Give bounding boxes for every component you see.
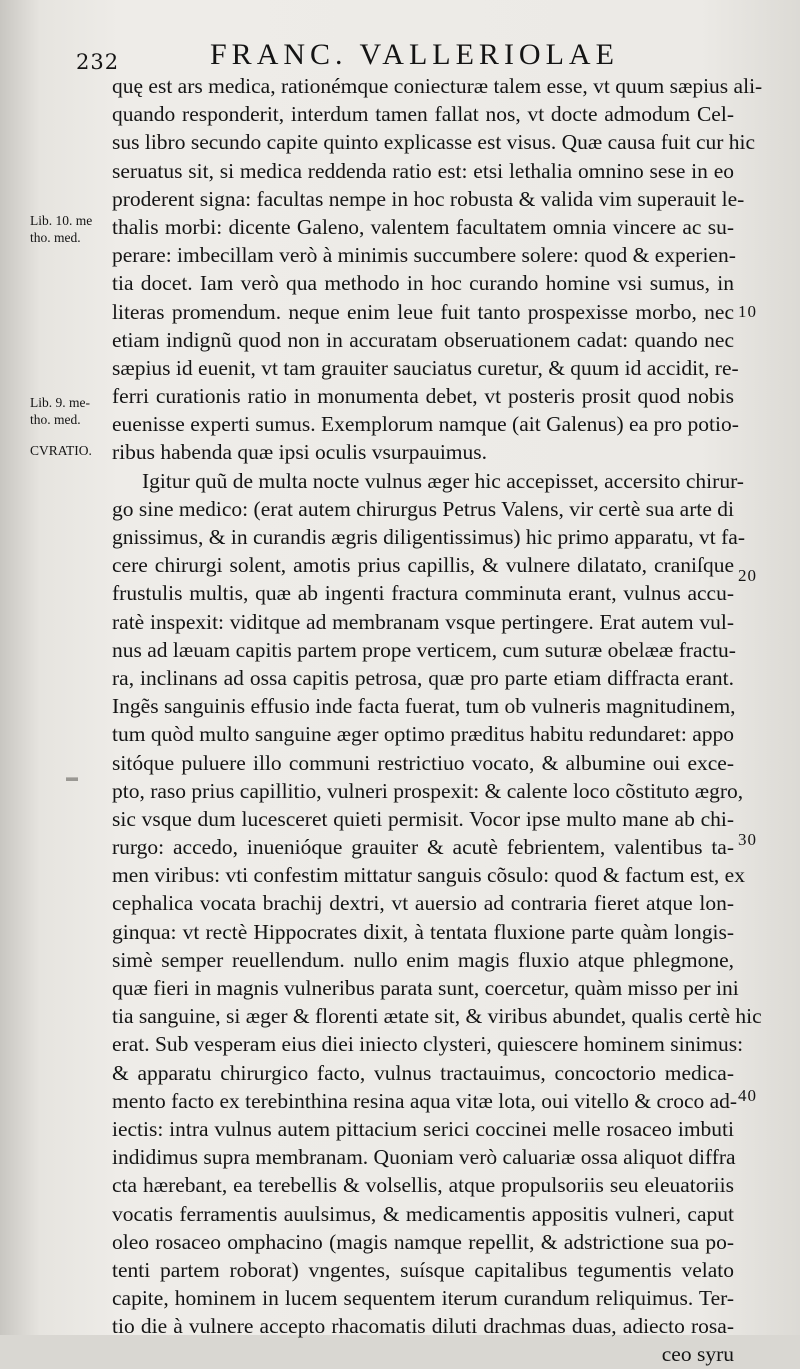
text-line: tia docet. Iam verò qua methodo in hoc curando homine vsi sumus, in [112, 271, 734, 296]
text-line: sæpius id euenit, vt tam grauiter sauciatus curetur, & quum id accidit, re- [112, 355, 739, 380]
line-number-30: 30 [738, 830, 757, 849]
text-line: oleo rosaceo omphacino (magis namque repellit, & adstrictione sua po- [112, 1229, 734, 1254]
text-line: mento facto ex terebinthina resina aqua vitæ lota, oui vitello & croco ad- [112, 1088, 738, 1113]
text-line: tia sanguine, si æger & florenti ætate sit, & viribus abundet, qualis certè hic [112, 1004, 762, 1029]
text-line: literas promendum. neque enim leue fuit tanto prospexisse morbo, nec [112, 299, 734, 324]
text-line: ra, inclinans ad ossa capitis petrosa, quæ pro parte etiam diffracta erant. [112, 665, 734, 690]
text-line: quę est ars medica, rationémque coniecturæ talem esse, vt quum sæpius ali- [112, 74, 763, 98]
running-title: FRANC. VALLERIOLAE [210, 38, 619, 71]
text-line: indidimus supra membranam. Quoniam verò caluariæ ossa aliquot diffra [112, 1145, 736, 1170]
text-line: Ingẽs sanguinis effusio inde facta fuerat, tum ob vulneris magnitudinem, [112, 694, 736, 719]
text-line: tio die à vulnere accepto rhacomatis diluti drachmas duas, adiecto rosa- [112, 1314, 734, 1339]
text-line: Igitur quũ de multa nocte vulnus æger hic accepisset, accersito chirur- [142, 468, 744, 493]
catchword: ceo syru [661, 1342, 734, 1367]
text-line: men viribus: vti confestim mittatur sanguis cõsulo: quod & factum est, ex [112, 863, 745, 888]
text-line: proderent signa: facultas nempe in hoc robusta & valida vim superauit le- [112, 186, 745, 211]
text-line: tenti partem roborat) vngentes, suísque capitalibus tegumentis velato [112, 1257, 734, 1282]
text-line: euenisse experti sumus. Exemplorum namque (ait Galenus) ea pro potio- [112, 412, 739, 437]
margin-note-curatio: CVRATIO. [30, 443, 92, 458]
text-line: iectis: intra vulnus autem pittacium serici coccinei melle rosaceo imbuti [112, 1116, 734, 1141]
text-line: & apparatu chirurgico facto, vulnus tractauimus, concoctorio medica- [112, 1060, 734, 1085]
text-line: perare: imbecillam verò à minimis succumbere solere: quod & experien- [112, 243, 736, 268]
text-line: seruatus sit, si medica reddenda ratio est: etsi lethalia omnino sese in eo [112, 158, 734, 183]
text-line: tum quòd multo sanguine æger optimo præditus habitu redundaret: appo [112, 722, 734, 747]
page-number: 232 [76, 50, 120, 74]
text-line: pto, raso prius capillitio, vulneri prospexit: & calente loco cõstituto ægro, [112, 778, 744, 803]
line-number-10: 10 [738, 302, 757, 321]
line-number-20: 20 [738, 566, 757, 585]
margin-note-2: Lib. 9. me- tho. med. [30, 395, 90, 427]
text-line: sitóque puluere illo communi restrictiuo vocato, & albumine oui exce- [112, 750, 734, 775]
text-line: ginqua: vt rectè Hippocrates dixit, à tentata fluxione parte quàm longis- [112, 919, 734, 944]
text-line: cephalica vocata brachij dextri, vt auersio ad contraria fieret atque lon- [112, 891, 734, 916]
margin-note-1: Lib. 10. me tho. med. [30, 213, 93, 245]
text-line: erat. Sub vesperam eius diei iniecto clysteri, quiescere hominem sinimus: [112, 1032, 744, 1057]
text-line: sic vsque dum lucesceret quieti permisit. Vocor ipse multo mane ab chi- [112, 806, 734, 831]
text-line: gnissimus, & in curandis ægris diligentissimus) hic primo apparatu, vt fa- [112, 525, 745, 549]
text-line: ribus habenda quæ ipsi oculis vsurpauimus. [112, 440, 488, 465]
text-line: sus libro secundo capite quinto explicasse est visus. Quæ causa fuit cur hic [112, 130, 756, 155]
text-line: cta hærebant, ea terebellis & volsellis, atque propulsoriis seu eleuatoriis [112, 1173, 734, 1198]
text-line: quæ fieri in magnis vulneribus parata sunt, coercetur, quàm misso per ini [112, 976, 739, 1000]
text-line: cere chirurgi solent, amotis prius capillis, & vulnere dilatato, craniſque [112, 553, 734, 578]
text-line: go sine medico: (erat autem chirurgus Petrus Valens, vir certè sua arte di [112, 496, 734, 521]
text-line: thalis morbi: dicente Galeno, valentem facultatem omnia vincere ac su- [112, 214, 734, 239]
text-line: vocatis ferramentis auulsimus, & medicamentis appositis vulneri, caput [112, 1201, 734, 1226]
text-line: capite, hominem in lucem sequentem iterum curandum reliquimus. Ter- [112, 1286, 734, 1311]
text-line: etiam indignũ quod non in accuratam obseruationem cadat: quando nec [112, 327, 734, 352]
text-line: frustulis multis, quæ ab ingenti fractura comminuta erant, vulnus accu- [112, 581, 734, 606]
text-line: quando responderit, interdum tamen fallat nos, vt docte admodum Cel- [112, 102, 734, 127]
text-line: nus ad læuam capitis partem prope verticem, cum suturæ obelææ fractu- [112, 637, 736, 662]
text-line: ratè inspexit: viditque ad membranam vsque pertingere. Erat autem vul- [112, 609, 734, 634]
show-through-mark: ▬ [66, 770, 78, 784]
line-number-40: 40 [738, 1086, 757, 1105]
text-line: ferri curationis ratio in monumenta debet, vt posteris prosit quod nobis [112, 384, 734, 409]
page-header [0, 34, 800, 74]
text-line: rurgo: accedo, inuenióque grauiter & acutè febrientem, valentibus ta- [112, 835, 734, 860]
text-line: simè semper reuellendum. nullo enim magis fluxio atque phlegmone, [112, 947, 734, 972]
